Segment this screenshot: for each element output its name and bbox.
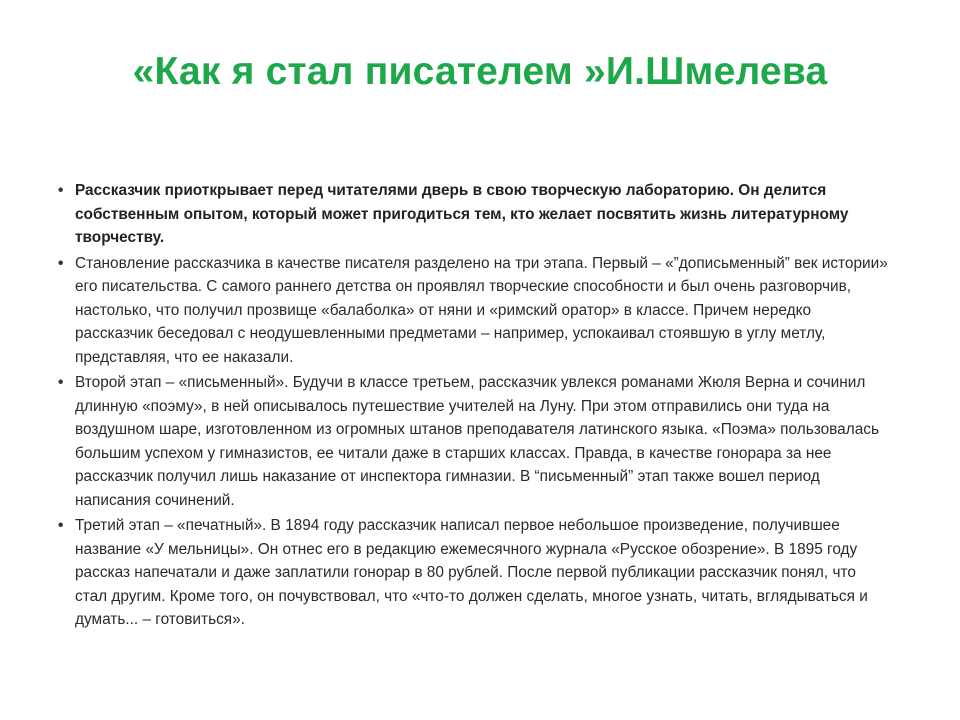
- bullet-text: Второй этап – «письменный». Будучи в классе третьем, рассказчик увлекся романами Жюля Верна и сочинил длинную «поэму», в ней описывалось путешествие учителей на Луну. При этом отправились они туда на воздушном шаре, изготовленном из огромных штанов преподавателя латинского языка. «Поэма» пользовалась большим успехом у гимназистов, ее читали даже в старших классах. Правда, в качестве гонорара за нее рассказчик получил лишь наказание от инспектора гимназии. В “письменный” этап также вошел период написания сочинений.: [75, 374, 879, 509]
- bullet-dot-icon: •: [58, 517, 64, 534]
- bullet-item-intro: [56, 179, 888, 250]
- bullet-text: Третий этап – «печатный». В 1894 году рассказчик написал первое небольшое произведение, получившее название «У мельницы». Он отнес его в редакцию ежемесячного журнала «Русское обозрение». В 1895 году рассказ напечатали и даже заплатили гонорар в 80 рублей. После первой публикации рассказчик понял, что стал другим. Кроме того, он почувствовал, что «что-то должен сделать, многое узнать, читать, вглядываться и думать... – готовиться».: [75, 517, 868, 628]
- bullet-list: [56, 179, 888, 634]
- bullet-dot-icon: •: [58, 254, 64, 272]
- slide-title: «Как я стал писателем »И.Шмелева: [132, 50, 828, 93]
- bullet-item-stage-three: [56, 514, 888, 632]
- bullet-item-stage-two: [56, 371, 888, 512]
- bullet-text: Рассказчик приоткрывает перед читателями дверь в свою творческую лабораторию. Он делится собственным опытом, который может пригодиться тем, кто желает посвятить жизнь литературному творчеству.: [75, 182, 849, 246]
- bullet-item-stage-one: [56, 252, 888, 370]
- bullet-text: Становление рассказчика в качестве писателя разделено на три этапа. Первый – «”дописьменный” век истории» его писательства. С самого раннего детства он проявлял творческие способности и был очень разговорчив, настолько, что получил прозвище «балаболка» от няни и «римский оратор» в классе. Причем нередко рассказчик беседовал с неодушевленными предметами – например, успокаивал стоявшую в углу метлу, представляя, что ее наказали.: [75, 254, 888, 366]
- bullet-dot-icon: •: [58, 374, 64, 391]
- bullet-dot-icon: •: [58, 182, 64, 199]
